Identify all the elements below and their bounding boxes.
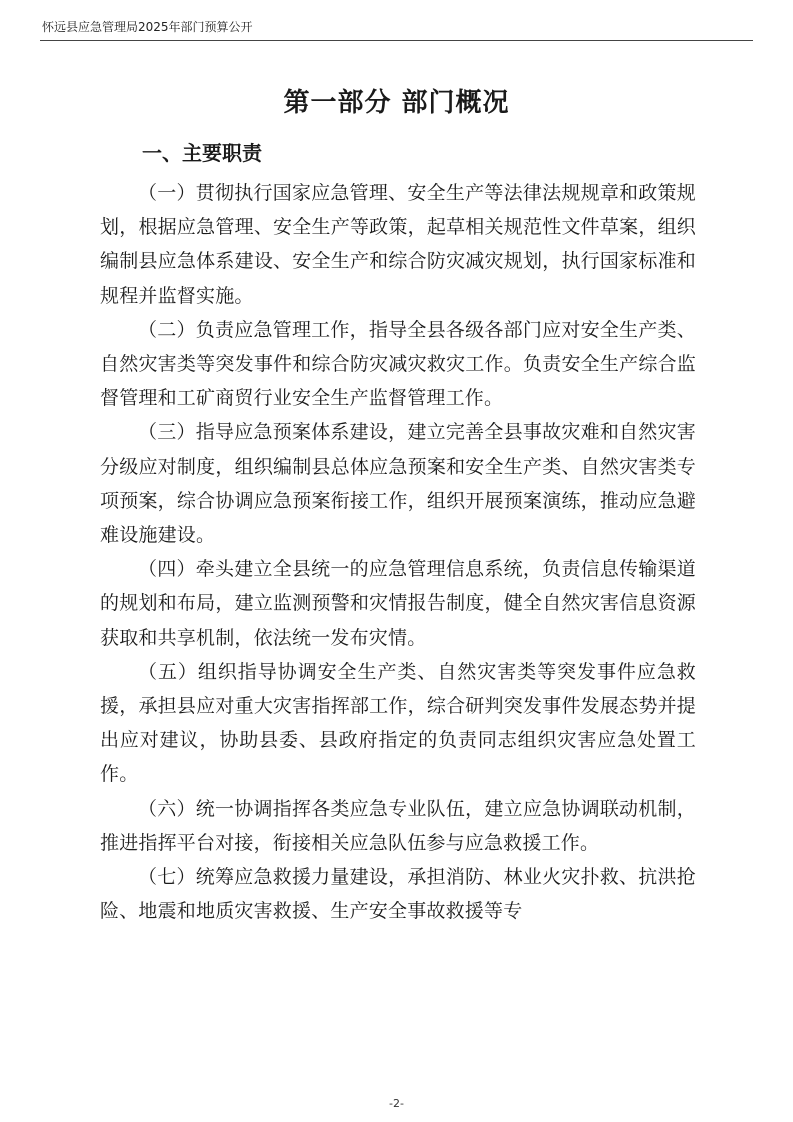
paragraph-1: （一）贯彻执行国家应急管理、安全生产等法律法规规章和政策规划，根据应急管理、安全生产等政策，起草相关规范性文件草案，组织编制县应急体系建设、安全生产和综合防灾减灾规划，执行国家标准和规程并监督实施。 bbox=[100, 182, 696, 307]
header-divider bbox=[40, 40, 753, 41]
paragraph-7: （七）统筹应急救援力量建设，承担消防、林业火灾扑救、抗洪抢险、地震和地质灾害救援、生产安全事故救援等专 bbox=[100, 866, 696, 923]
paragraph-5: （五）组织指导协调安全生产类、自然灾害类等突发事件应急救援，承担县应对重大灾害指挥部工作，综合研判突发事件发展态势并提出应对建议，协助县委、县政府指定的负责同志组织灾害应急处置工作。 bbox=[100, 660, 696, 786]
paragraph-2: （二）负责应急管理工作，指导全县各级各部门应对安全生产类、自然灾害类等突发事件和综合防灾减灾救灾工作。负责安全生产综合监督管理和工矿商贸行业安全生产监督管理工作。 bbox=[100, 318, 696, 410]
page-title: 第一部分 部门概况 bbox=[283, 88, 510, 118]
paragraph-3: （三）指导应急预案体系建设，建立完善全县事故灾难和自然灾害分级应对制度，组织编制县总体应急预案和安全生产类、自然灾害类专项预案，综合协调应急预案衔接工作，组织开展预案演练，推动应急避难设施建设。 bbox=[100, 421, 696, 547]
page-number: -2- bbox=[389, 1097, 404, 1110]
paragraph-4: （四）牵头建立全县统一的应急管理信息系统，负责信息传输渠道的规划和布局，建立监测预警和灾情报告制度，健全自然灾害信息资源获取和共享机制，依法统一发布灾情。 bbox=[100, 558, 696, 649]
body-text bbox=[100, 176, 696, 928]
section-heading: 一、主要职责 bbox=[142, 141, 262, 165]
paragraph-6: （六）统一协调指挥各类应急专业队伍，建立应急协调联动机制，推进指挥平台对接，衔接相关应急队伍参与应急救援工作。 bbox=[100, 797, 696, 854]
running-header: 怀远县应急管理局2025年部门预算公开 bbox=[42, 20, 253, 34]
